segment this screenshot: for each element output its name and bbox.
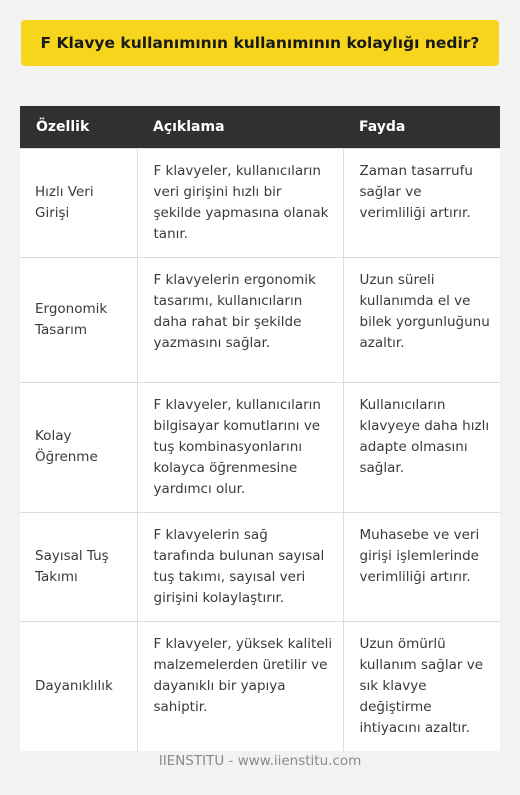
header-description: Açıklama <box>137 106 343 148</box>
feature-cell: Dayanıklılık <box>20 621 137 751</box>
description-cell: F klavyeler, kullanıcıların veri girişini hızlı bir şekilde yapmasına olanak tanır. <box>137 148 343 257</box>
benefit-cell: Kullanıcıların klavyeye daha hızlı adapte olmasını sağlar. <box>343 382 500 512</box>
header-feature: Özellik <box>20 106 137 148</box>
table-row <box>20 148 500 257</box>
features-table <box>20 106 500 751</box>
description-cell: F klavyelerin ergonomik tasarımı, kullanıcıların daha rahat bir şekilde yazmasını sağlar. <box>137 257 343 382</box>
description-cell: F klavyelerin sağ tarafında bulunan sayısal tuş takımı, sayısal veri girişini kolaylaştırır. <box>137 512 343 621</box>
feature-cell: Hızlı Veri Girişi <box>20 148 137 257</box>
benefit-cell: Uzun ömürlü kullanım sağlar ve sık klavye değiştirme ihtiyacını azaltır. <box>343 621 500 751</box>
table-header-row <box>20 106 500 148</box>
table-row <box>20 382 500 512</box>
benefit-cell: Uzun süreli kullanımda el ve bilek yorgunluğunu azaltır. <box>343 257 500 382</box>
benefit-cell: Zaman tasarrufu sağlar ve verimliliği artırır. <box>343 148 500 257</box>
benefit-cell: Muhasebe ve veri girişi işlemlerinde verimliliği artırır. <box>343 512 500 621</box>
feature-cell: Kolay Öğrenme <box>20 382 137 512</box>
table-row <box>20 257 500 382</box>
footer-credit: IIENSTITU - www.iienstitu.com <box>158 753 362 769</box>
table-row <box>20 512 500 621</box>
title-banner <box>21 20 499 66</box>
table-row <box>20 621 500 751</box>
description-cell: F klavyeler, yüksek kaliteli malzemelerden üretilir ve dayanıklı bir yapıya sahiptir. <box>137 621 343 751</box>
feature-cell: Sayısal Tuş Takımı <box>20 512 137 621</box>
header-benefit: Fayda <box>343 106 500 148</box>
description-cell: F klavyeler, kullanıcıların bilgisayar komutlarını ve tuş kombinasyonlarını kolayca öğrenmesine yardımcı olur. <box>137 382 343 512</box>
page-title: F Klavye kullanımının kullanımının kolaylığı nedir? <box>40 34 480 52</box>
feature-cell: Ergonomik Tasarım <box>20 257 137 382</box>
